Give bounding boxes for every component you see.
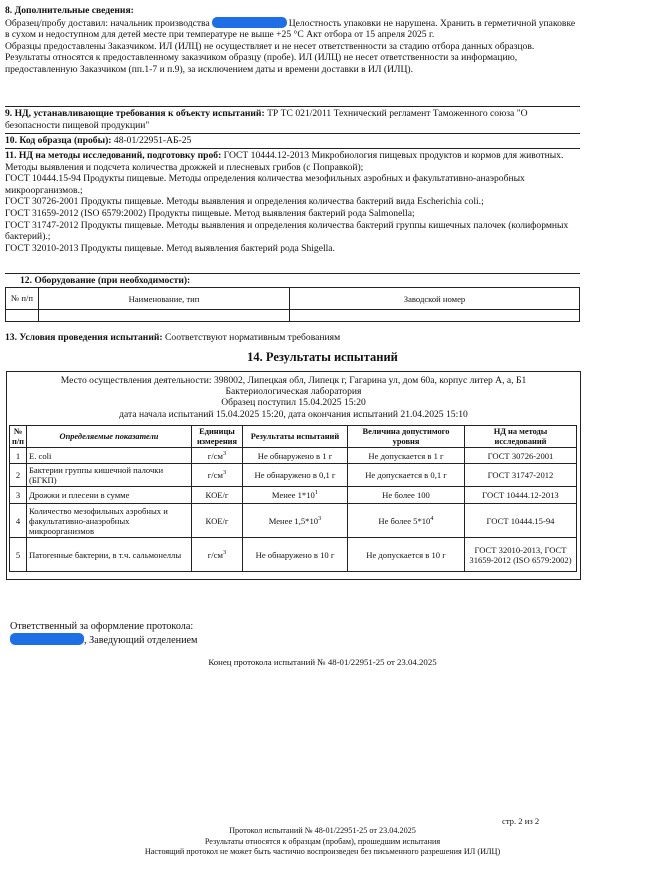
row-allowed: Не допускается в 1 г [348, 448, 465, 464]
row-indicator: Количество мезофильных аэробных и факультативно-анаэробных микроорганизмов [27, 504, 192, 538]
row-method: ГОСТ 30726-2001 [465, 448, 577, 464]
col-indicator: Определяемые показатели [27, 426, 192, 448]
row-method: ГОСТ 31747-2012 [465, 464, 577, 487]
method-line: ГОСТ 31747-2012 Продукты пищевые. Методы выявления и определения количества бактерий группы кишечных палочек (колиформных бактерий).; [5, 219, 569, 243]
delivered-by-label: Образец/пробу доставил: начальник производства [5, 17, 210, 29]
footer-results-note: Результаты относятся к образцам (пробам), прошедшим испытания [204, 836, 441, 846]
responsible-label: Ответственный за оформление протокола: [10, 621, 194, 632]
col-allowed: Величина допустимого уровня [348, 426, 465, 448]
section-8 [5, 5, 580, 76]
row-method: ГОСТ 32010-2013, ГОСТ 31659-2012 (ISO 6579:2002) [465, 538, 577, 572]
row-allowed: Не допускается в 0,1 г [348, 464, 465, 487]
page-footer [0, 826, 645, 858]
section-13-text: Соответствуют нормативным требованиям [165, 332, 341, 343]
row-num: 4 [10, 504, 27, 538]
row-indicator: Дрожжи и плесени в сумме [27, 487, 192, 504]
method-line: ГОСТ 10444.12-2013 Микробиология пищевых продуктов и кормов для животных. Методы выявления и подсчета количества дрожжей и плесневых грибов (с Поправкой); [5, 150, 564, 173]
table-row [10, 448, 577, 464]
table-row [10, 464, 577, 487]
equipment-col-name: Наименование, тип [39, 288, 290, 310]
sample-code: 48-01/22951-АБ-25 [113, 135, 192, 146]
section-13 [5, 332, 580, 344]
footer-copy-note: Настоящий протокол не может быть частично воспроизведен без письменного разрешения ИЛ (ИЛЦ) [144, 847, 501, 857]
section-9-text: ТР ТС 021/2011 Технический регламент Таможенного союза "О безопасности пищевой продукции" [5, 108, 528, 131]
lab-name: Бактериологическая лаборатория [225, 386, 362, 398]
row-allowed: Не более 100 [348, 487, 465, 504]
results-block [6, 371, 581, 580]
section-11 [5, 150, 580, 254]
row-indicator: E. coli [27, 448, 192, 464]
equipment-cell [39, 310, 290, 322]
test-dates: дата начала испытаний 15.04.2025 15:20, дата окончания испытаний 21.04.2025 15:10 [119, 408, 468, 420]
method-line: ГОСТ 31659-2012 (ISO 6579:2002) Продукты пищевые. Метод выявления бактерий рода Salmonella; [5, 207, 415, 219]
redacted-name [10, 633, 84, 645]
results-title: 14. Результаты испытаний [247, 350, 398, 364]
divider [5, 133, 580, 134]
results-header [7, 372, 580, 420]
redacted-name [212, 17, 287, 28]
col-units: Единицы измерения [192, 426, 243, 448]
row-result: Менее $1,5*10^3$ [243, 504, 348, 538]
responsible-line [10, 633, 198, 647]
method-line: ГОСТ 10444.15-94 Продукты пищевые. Методы определения количества мезофильных аэробных и факультативно-анаэробных микроорганизмов.; [5, 173, 525, 196]
section-9-title: 9. НД, устанавливающие требования к объекту испытаний: [5, 108, 265, 119]
responsible-position: , Заведующий отделением [84, 635, 198, 646]
section-11-title: 11. НД на методы исследований, подготовку проб: [5, 150, 222, 161]
equipment-table [5, 287, 580, 322]
col-result: Результаты испытаний [243, 426, 348, 448]
equipment-cell [290, 310, 580, 322]
equipment-cell [6, 310, 39, 322]
row-result: Не обнаружено в 10 г [243, 538, 348, 572]
method-line: ГОСТ 30726-2001 Продукты пищевые. Методы выявления и определения количества бактерий вида Escherichia coli.; [5, 196, 484, 208]
section-10-title: 10. Код образца (пробы): [5, 135, 112, 146]
row-indicator: Патогенные бактерии, в т.ч. сальмонеллы [27, 538, 192, 572]
row-num: 1 [10, 448, 27, 464]
end-of-protocol: Конец протокола испытаний № 48-01/22951-25 от 23.04.2025 [208, 657, 437, 667]
section-8-title: 8. Дополнительные сведения: [5, 5, 134, 16]
section-9 [5, 108, 580, 131]
row-num: 2 [10, 464, 27, 487]
row-allowed: Не более $5*10^4$ [348, 504, 465, 538]
col-method: НД на методы исследований [465, 426, 577, 448]
divider [5, 148, 580, 149]
row-unit: $г/см^3$ [192, 464, 243, 487]
row-unit: $г/см^3$ [192, 448, 243, 464]
col-num: № п/п [10, 426, 27, 448]
received-date: Образец поступил 15.04.2025 15:20 [221, 397, 366, 409]
table-row [10, 538, 577, 572]
equipment-col-num: № п/п [6, 288, 39, 310]
row-indicator: Бактерии группы кишечной палочки (БГКП) [27, 464, 192, 487]
row-allowed: Не допускается в 10 г [348, 538, 465, 572]
responsible-block [10, 620, 198, 647]
section-13-title: 13. Условия проведения испытаний: [5, 332, 163, 343]
row-result: Менее $1*10^1$ [243, 487, 348, 504]
divider [5, 106, 580, 107]
row-unit: КОЕ/г [192, 504, 243, 538]
section-10 [5, 135, 580, 147]
section-8-line1 [5, 17, 580, 41]
results-table [9, 425, 577, 572]
divider [5, 273, 580, 274]
table-row [10, 487, 577, 504]
page-number: стр. 2 из 2 [502, 816, 540, 826]
row-method: ГОСТ 10444.12-2013 [465, 487, 577, 504]
section-12-title: 12. Оборудование (при необходимости): [20, 275, 191, 286]
equipment-col-serial: Заводской номер [290, 288, 580, 310]
test-place: Место осуществления деятельности: 398002, Липецкая обл, Липецк г, Гагарина ул, дом 60а, корпус литер А, а, Б1 [60, 375, 527, 386]
row-unit: КОЕ/г [192, 487, 243, 504]
section-8-line2: Образцы предоставлены Заказчиком. ИЛ (ИЛЦ) не осуществляет и не несет ответственности за стадию отбора данных образцов. Результаты относятся к предоставленному заказчиком образцу (пробе). ИЛ (ИЛЦ) не несет ответственности за информацию, предоставленную Заказчиком (пп.1-7 и п.9), за исключением даты и времени доставки в ИЛ (ИЛЦ). [5, 40, 535, 75]
row-method: ГОСТ 10444.15-94 [465, 504, 577, 538]
row-result: Не обнаружено в 0,1 г [243, 464, 348, 487]
row-num: 5 [10, 538, 27, 572]
footer-protocol: Протокол испытаний № 48-01/22951-25 от 23.04.2025 [229, 826, 416, 835]
row-unit: $г/см^3$ [192, 538, 243, 572]
method-line: ГОСТ 32010-2013 Продукты пищевые. Метод выявления бактерий рода Shigella. [5, 242, 335, 254]
row-result: Не обнаружено в 1 г [243, 448, 348, 464]
table-row [10, 504, 577, 538]
packaging-note: Целостность упаковки не нарушена. Хранить в герметичной упаковке в сухом и недоступном для детей месте при температуре не выше +25 °С Акт отбора от 15 апреля 2025 г. [5, 17, 576, 41]
row-num: 3 [10, 487, 27, 504]
